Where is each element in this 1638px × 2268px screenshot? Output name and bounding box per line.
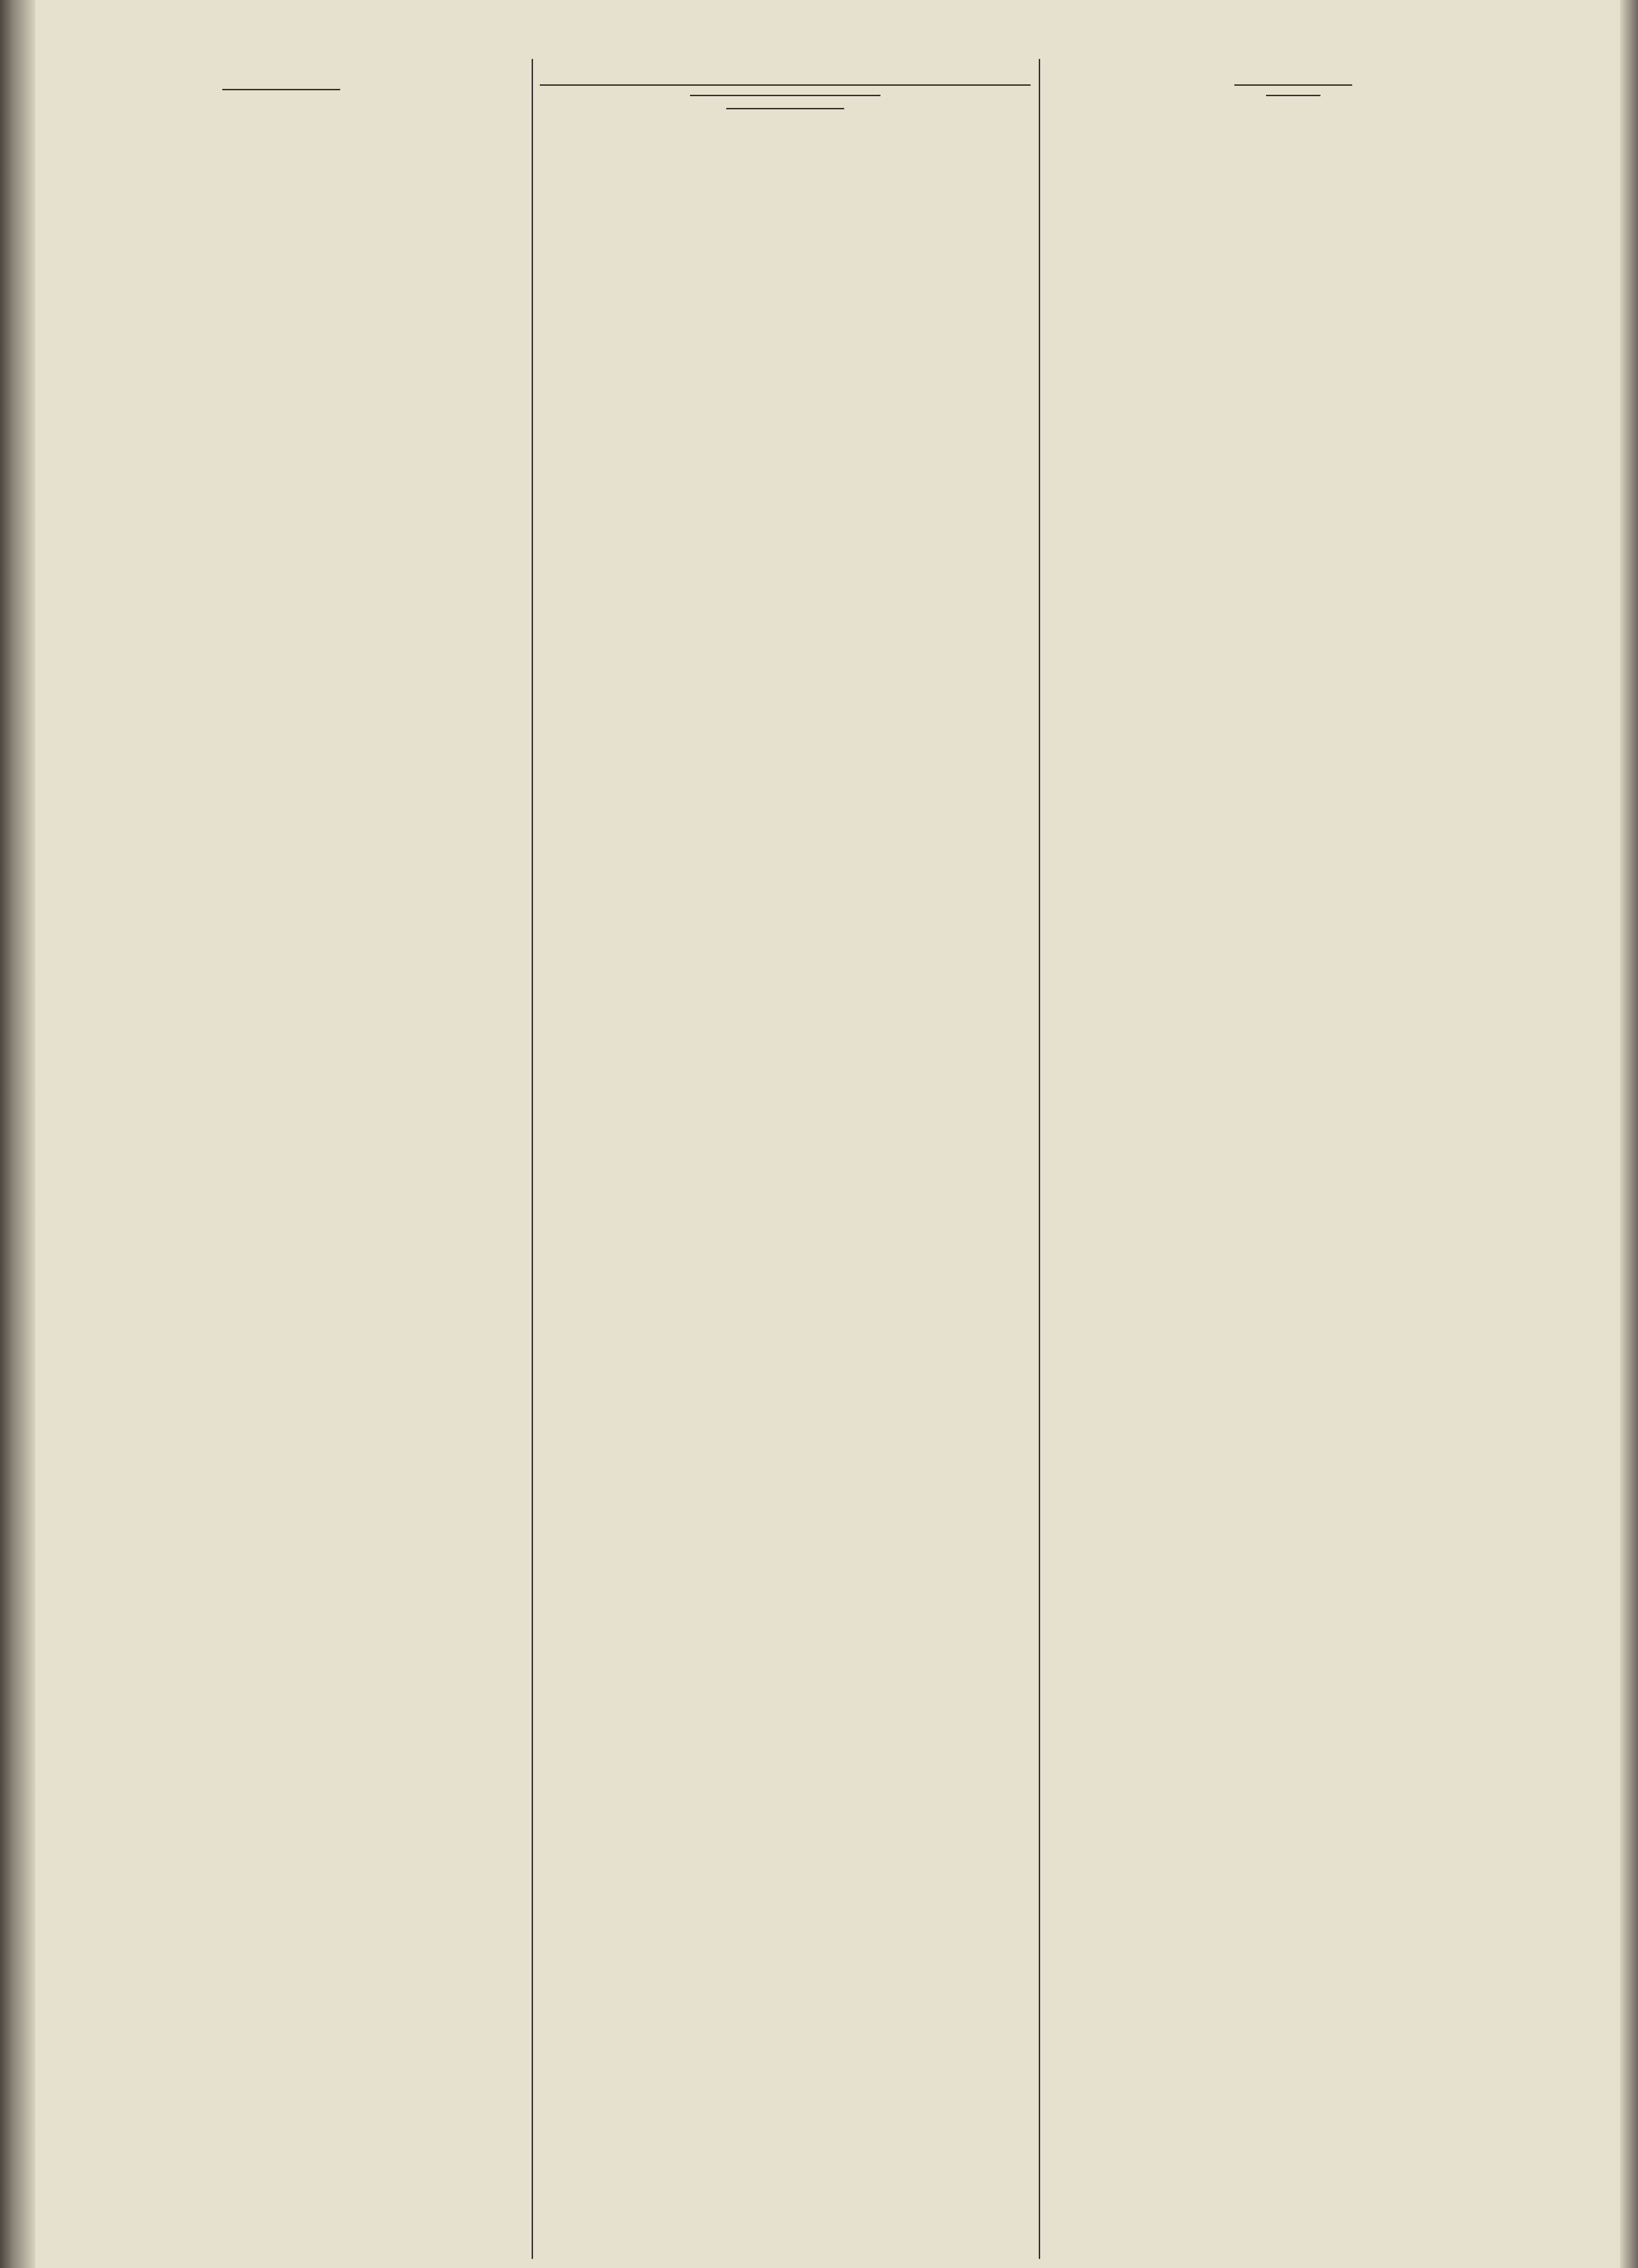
section-divider: [726, 108, 844, 109]
column-1: [38, 77, 524, 99]
section-divider: [222, 89, 340, 90]
column-2: [540, 77, 1031, 118]
page-binding-shadow: [0, 0, 35, 2268]
column-3: [1046, 73, 1540, 105]
section-divider: [690, 95, 880, 96]
section-divider: [1234, 84, 1352, 86]
column-rule: [532, 59, 533, 2259]
section-divider: [540, 84, 1031, 86]
section-divider: [1266, 95, 1320, 96]
page-edge-shadow: [1620, 0, 1638, 2268]
column-rule: [1039, 59, 1040, 2259]
